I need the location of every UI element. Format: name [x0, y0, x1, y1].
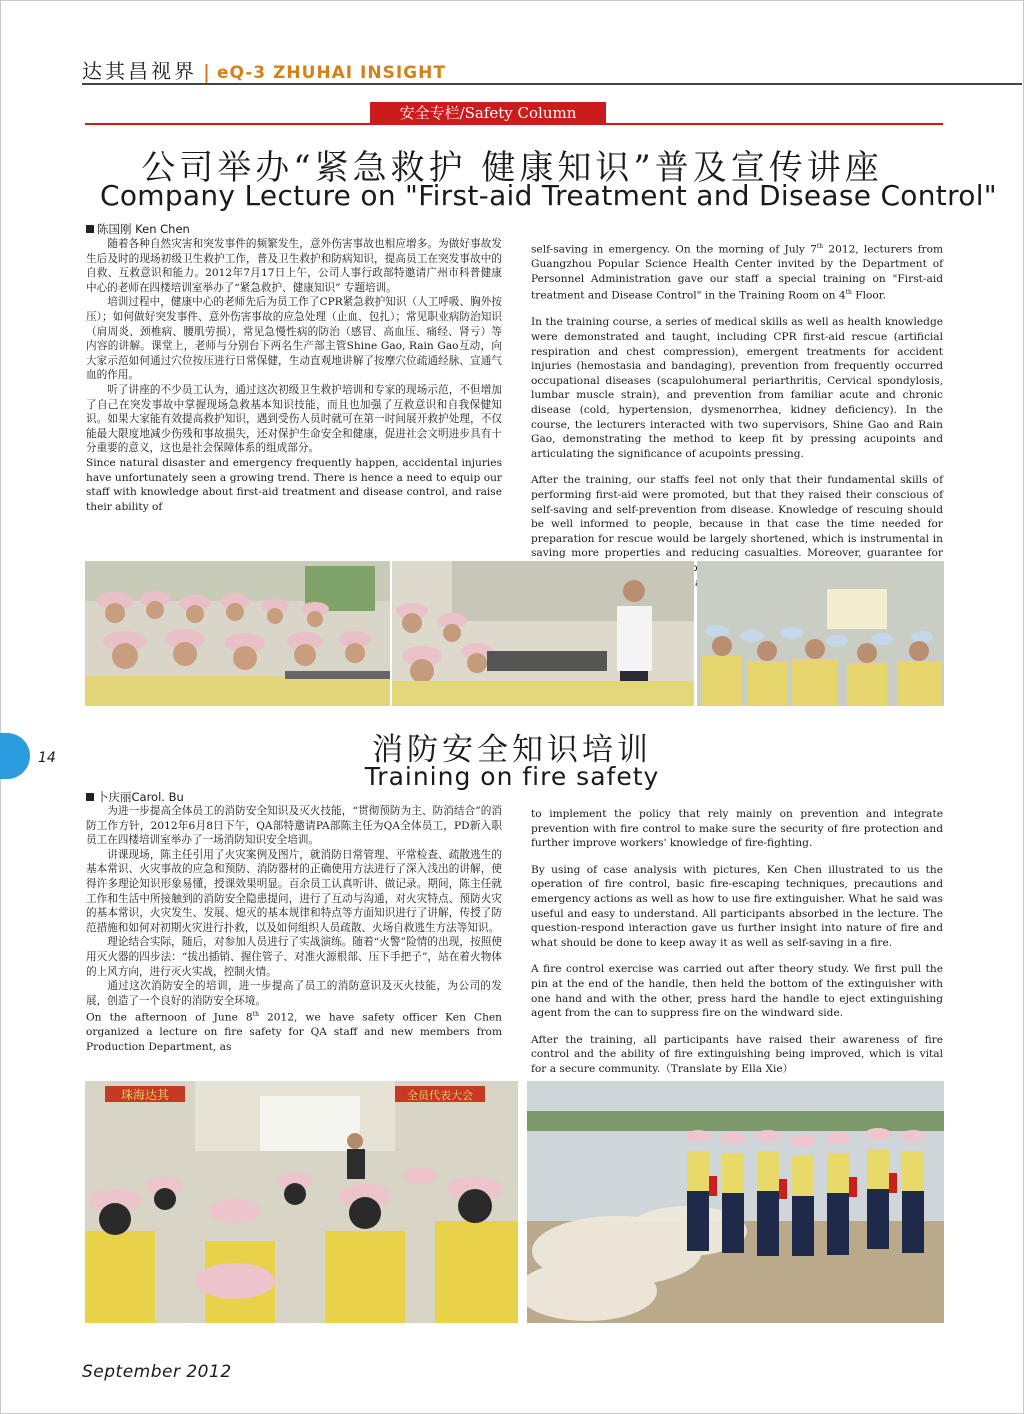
- banner-text-right: 全员代表大会: [407, 1089, 473, 1102]
- article2-cn-paragraph: 为进一步提高全体员工的消防安全知识及灭火技能，“贯彻预防为主、防消结合”的消防工作方针，2012年6月8日下午，QA部特邀请PA部陈主任为QA全体员工，PD新入职员工在四楼培训室举办了一场消防知识安全培训。: [86, 805, 502, 847]
- article2-title-en: Training on fire safety: [364, 762, 660, 791]
- article2-en-paragraph: to implement the policy that rely mainly on prevention and integrate prevention with fire control to make sure the security of fire protection and further improve workers' knowledge of fire-fighting.: [531, 808, 943, 850]
- article2-en-paragraph: By using of case analysis with pictures, Ken Chen illustrated to us the operation of fire control, basic fire-escaping techniques, precautions and emergency actions as well as how to use fire extinguisher. What he said was useful and easy to understand. All participants absorbed in the lecture. The question-respond interaction gave us further insight into nature of fire and what should be done to keep away it as well as self-saving in a fire.: [531, 863, 943, 949]
- article2-cn-paragraph: 通过这次消防安全的培训，进一步提高了员工的消防意识及灭火技能，为公司的发展，创造了一个良好的消防安全环境。: [86, 980, 502, 1007]
- article1-cn-paragraph: 随着各种自然灾害和突发事件的频繁发生，意外伤害事故也相应增多。为做好事故发生后及时的现场初级卫生救护工作，普及卫生救护和防病知识，提高员工在突发事故中的自救、互救意识和能力。2012年7月17日上午，公司人事行政部特邀请广州市科普健康中心的老师在四楼培训室举办了“紧急救护、健康知识” 专题培训。: [86, 238, 502, 294]
- article2-title-cn: 消防安全知识培训: [372, 732, 652, 768]
- article1-en-paragraph: Since natural disaster and emergency frequently happen, accidental injuries have unfortunately seen a growing trend. There is hence a need to equip our staff with knowledge about first-aid treatment and disease control, and raise their ability of: [86, 456, 502, 513]
- article1-cn-paragraph: 培训过程中，健康中心的老师先后为员工作了CPR紧急救护知识（人工呼吸、胸外按压）；如何做好突发事件、意外伤害事故的应急处理（止血、包扎）；常见职业病防治知识（肩周炎、颈椎病、腰肌劳损），常见急慢性病的防治（感冒、高血压、痛经、肾亏）等内容的讲解。课堂上，老师与分别台下两名生产部主管Shine Gao, Rain Gao互动，向大家示范如何通过穴位按压进行日常保健，生动直观地讲解了按摩穴位疏通经脉、宣通气血的作用。: [86, 296, 502, 382]
- article2-right-column: [531, 807, 943, 1077]
- bullet-square-icon: [86, 793, 94, 801]
- header-separator: |: [203, 61, 211, 83]
- extinguisher-drill-photo: [527, 1081, 944, 1323]
- article1-right-column: [531, 240, 943, 590]
- projection-room-photo: [697, 561, 944, 706]
- section-rule: [85, 123, 943, 125]
- header-rule: [82, 83, 1022, 85]
- article1-en-paragraph: After the training, our staffs feel not only that their fundamental skills of performing first-aid were promoted, but that they raised their conscious of self-saving and self-prevention from disease. Knowledge of rescuing should be well informed to people, because in that case the time needed for preparation for rescue would be largely shortened, which is instrumental in saving more properties and reducing casualties. Moreover, guarantee for: [531, 474, 943, 560]
- article2-byline: [86, 789, 184, 805]
- article2-left-column: [86, 804, 502, 1055]
- article1-title-cn: 公司举办“紧急救护 健康知识”普及宣传讲座: [141, 148, 883, 188]
- magazine-title-cn: 达其昌视界: [82, 59, 197, 83]
- article2-en-paragraph: A fire control exercise was carried out after theory study. We first pull the pin at the end of the handle, then held the bottom of the extinguisher with one hand and with the other, press hard the handle to eject extinguishing agent from the can to suppress fire on the windward side.: [531, 963, 943, 1020]
- article1-title-en: Company Lecture on "First-aid Treatment and Disease Control": [100, 179, 997, 212]
- article1-en-paragraph: In the training course, a series of medical skills as well as health knowledge were demonstrated and taught, including CPR first-aid rescue (artificial respiration and chest compression), emergent treatments for accident injuries (hemostasia and bandaging), prevention from frequently occurred occupational diseases (scapulohumeral periarthritis, Cervical spondylosis, lumbar muscle strain), and prevention from familiar acute and chronic disease (cold, hypertension, dysmenorrhea, kidney deficiency). In the course, the lecturers interacted with two supervisors, Shine Gao and Rain Gao, demonstrating the method to keep fit by pressing acupoints and articulating the significance of acupoints pressing.: [531, 316, 943, 460]
- lecturer-photo: [392, 561, 694, 706]
- section-tag: 安全专栏/Safety Column: [370, 102, 606, 124]
- article1-byline: [86, 221, 190, 237]
- issue-date: September 2012: [82, 1362, 232, 1382]
- article2-cn-paragraph: 理论结合实际，随后，对参加人员进行了实战演练。随着“火警”险情的出现，按照使用灭火器的四步法：“拔出插销、握住管子、对准火源根部、压下手把子”，站在着火物体的上风方向，进行灭火实战，控制火情。: [86, 936, 502, 978]
- article2-en-paragraph: On the afternoon of June 8th 2012, we have safety officer Ken Chen organized a lecture on fire safety for QA staff and new members from Production Department, as: [86, 1011, 502, 1054]
- magazine-title-en: eQ-3 ZHUHAI INSIGHT: [216, 63, 446, 83]
- bullet-square-icon: [86, 225, 94, 233]
- audience-photo: [85, 561, 390, 706]
- banner-text-left: 珠海达其: [120, 1088, 170, 1102]
- author-name: 卜庆丽Carol. Bu: [97, 790, 184, 804]
- page-number: 14: [38, 750, 56, 766]
- article2-cn-paragraph: 讲课现场，陈主任引用了火灾案例及图片，就消防日常管理、平常检查、疏散逃生的基本常识、火灾事故的应急和预防、消防器材的正确使用方法进行了深入浅出的讲解，使得许多理论知识形象易懂，授课效果明显。百余员工认真听讲、做记录。期间，陈主任就工作和生活中所接触到的消防安全隐患提问，进行了互动与沟通，对火灾特点、预防火灾的基本常识，火灾发生、发展、熄灭的基本规律和特点等方面知识进行了讲解，传授了防范措施和如何对初期火灾进行扑救，以及如何组织人员疏散、火场自救逃生方法等知识。: [86, 848, 502, 934]
- article1-en-paragraph: self-saving in emergency. On the morning of July 7th 2012, lecturers from Guangzhou Popular Science Health Center invited by the Department of Personnel Administration gave our staff a special training on "First-aid treatment and Disease Control" in the Training Room on 4th Floor.: [531, 243, 944, 302]
- article1-left-column: [86, 237, 502, 514]
- article2-en-paragraph: After the training, all participants have raised their awareness of fire control and the ability of fire extinguishing being improved, which is vital for a secure community.（Translate by Ella Xie）: [531, 1033, 943, 1075]
- magazine-header: [82, 55, 446, 84]
- fire-lecture-photo: [85, 1081, 518, 1323]
- author-name: 陈国刚 Ken Chen: [97, 222, 190, 236]
- article1-cn-paragraph: 听了讲座的不少员工认为，通过这次初级卫生救护培训和专家的现场示范，不但增加了自己在突发事故中掌握现场急救基本知识技能，而且也加强了互救意识和自我保健知识。如果大家能有效提高救护知识，遇到受伤人员时就可在第一时间展开救护处理，不仅能最大限度地减少伤残和事故损失，还对保护生命安全和健康，促进社会文明进步具有十分重要的意义，这也是社会保障体系的组成部分。: [86, 383, 502, 455]
